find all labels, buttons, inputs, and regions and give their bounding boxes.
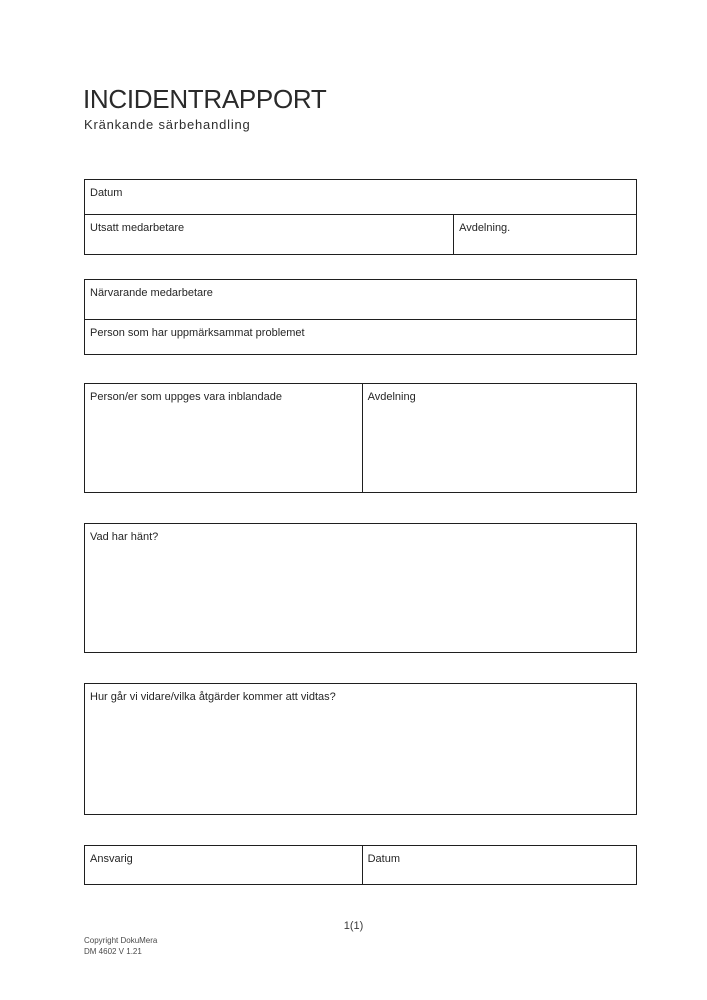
- field-ansvarig-label: Ansvarig: [90, 853, 133, 865]
- page-title: INCIDENTRAPPORT: [83, 84, 327, 114]
- footer-doc-id: DM 4602 V 1.21: [84, 946, 142, 956]
- table-what-happened: [84, 523, 637, 653]
- field-uppmarksammat-problemet-label: Person som har uppmärksammat problemet: [90, 327, 305, 339]
- field-datum[interactable]: [85, 180, 636, 214]
- field-avdelning-2-label: Avdelning: [367, 391, 416, 403]
- table-involved-persons: [84, 383, 637, 493]
- field-avdelning-1-label: Avdelning.: [459, 222, 511, 234]
- table-actions: [84, 683, 637, 815]
- field-avdelning-1[interactable]: [453, 215, 636, 254]
- field-utsatt-medarbetare[interactable]: [85, 215, 453, 254]
- field-avdelning-2[interactable]: [362, 384, 636, 492]
- field-inblandade[interactable]: [85, 384, 362, 492]
- field-datum-label: Datum: [90, 187, 123, 199]
- page-number: 1(1): [343, 920, 364, 932]
- table-date-employee: [84, 179, 637, 255]
- field-vad-har-hant[interactable]: [85, 524, 636, 652]
- table-present-persons: [84, 279, 637, 355]
- field-datum-bottom-label: Datum: [367, 853, 400, 865]
- field-atgarder[interactable]: [85, 684, 636, 814]
- field-narvarande-medarbetare[interactable]: [85, 280, 636, 319]
- field-narvarande-medarbetare-label: Närvarande medarbetare: [90, 287, 213, 299]
- footer-copyright: Copyright DokuMera: [84, 936, 158, 945]
- field-vad-har-hant-label: Vad har hänt?: [90, 531, 159, 543]
- table-responsible: [84, 845, 637, 885]
- field-datum-bottom[interactable]: [362, 846, 636, 884]
- field-uppmarksammat-problemet[interactable]: [85, 320, 636, 354]
- field-ansvarig[interactable]: [85, 846, 362, 884]
- field-utsatt-medarbetare-label: Utsatt medarbetare: [90, 222, 185, 234]
- field-atgarder-label: Hur går vi vidare/vilka åtgärder kommer att vidtas?: [90, 691, 336, 703]
- field-inblandade-label: Person/er som uppges vara inblandade: [90, 391, 283, 403]
- page-subtitle: Kränkande särbehandling: [84, 117, 251, 132]
- footer: [84, 936, 157, 957]
